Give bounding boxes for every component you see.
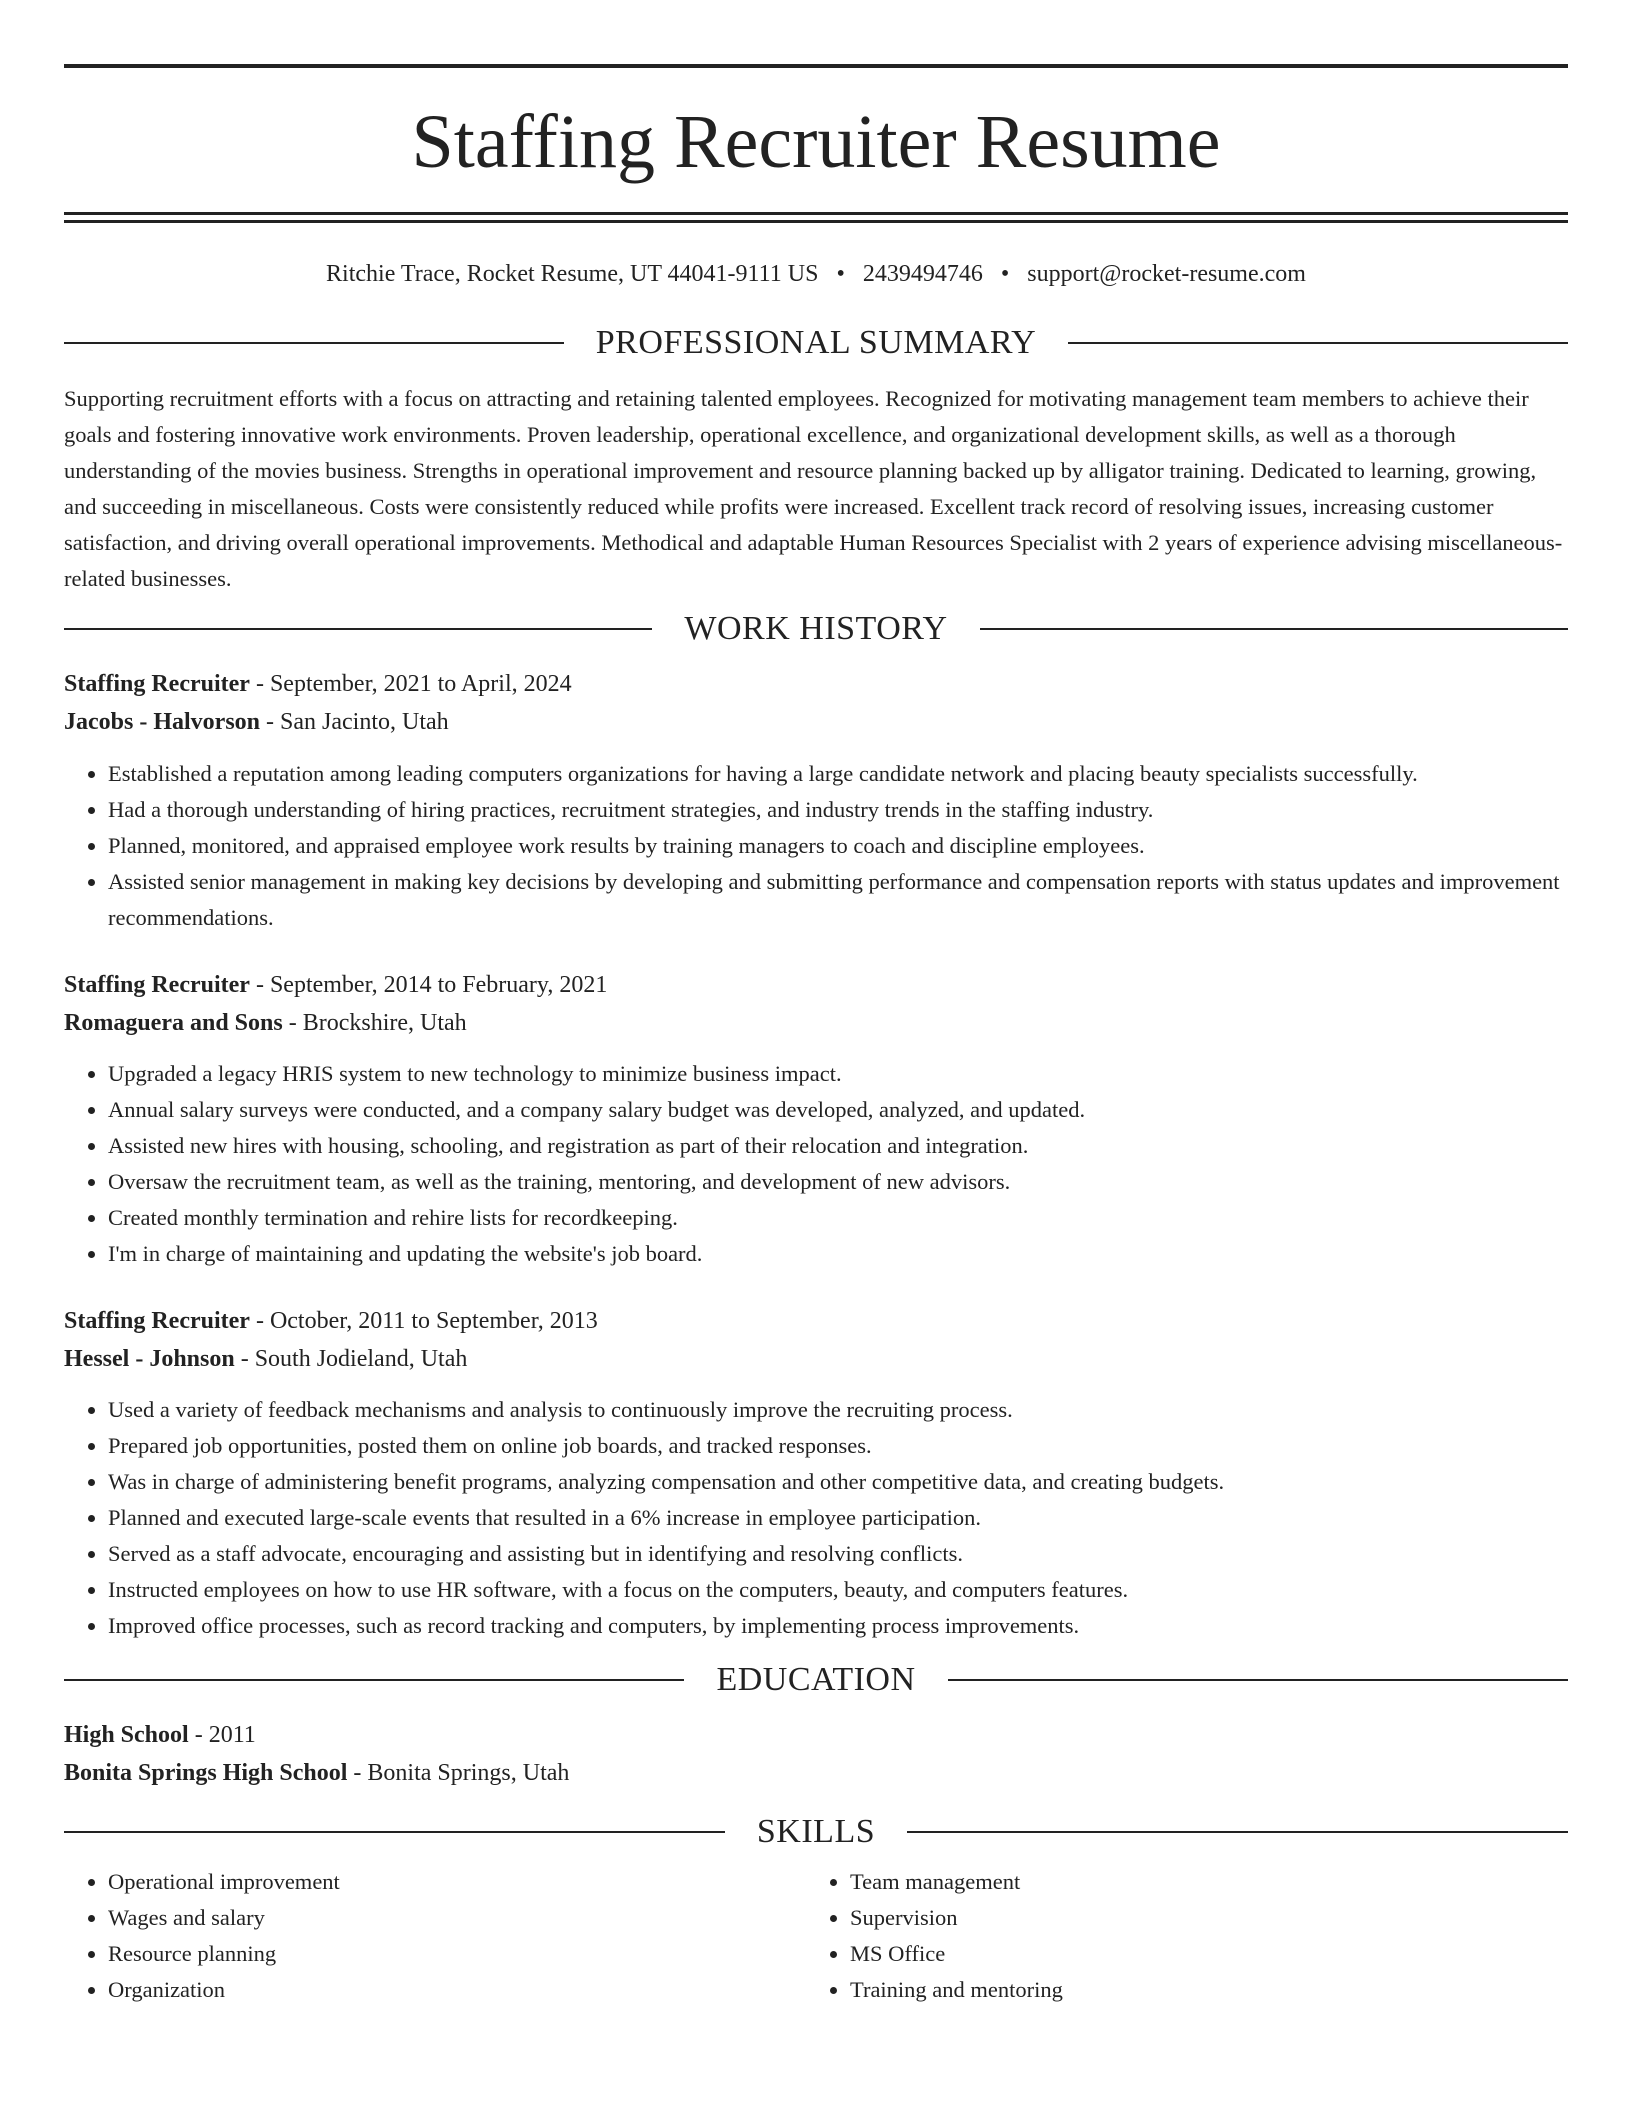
heading-rule: [64, 1831, 725, 1833]
skill-item: • Wages and salary: [108, 1900, 806, 1936]
work-heading: [64, 609, 1568, 649]
job-dates: - September, 2021 to April, 2024: [249, 671, 572, 697]
list-item: • Established a reputation among leading computers organizations for having a large candidate network and placing beauty specialists successfully.: [108, 756, 1568, 792]
section-title: WORK HISTORY: [684, 610, 948, 647]
page-title: Staffing Recruiter Resume: [411, 100, 1221, 184]
list-item: • Improved office processes, such as record tracking and computers, by implementing process improvements.: [108, 1608, 1568, 1644]
list-item: • Assisted new hires with housing, schooling, and registration as part of their relocation and integration.: [108, 1128, 1568, 1164]
list-item: • Prepared job opportunities, posted them on online job boards, and tracked responses.: [108, 1428, 1568, 1464]
list-item: • Oversaw the recruitment team, as well as the training, mentoring, and development of new advisors.: [108, 1164, 1568, 1200]
skills-column-left: [64, 1864, 806, 2008]
job-entry: [64, 1302, 1568, 1644]
section-title: EDUCATION: [716, 1661, 916, 1698]
resume-page: [64, 64, 1568, 2008]
skills-heading: [64, 1812, 1568, 1852]
education-school-line: [64, 1754, 1568, 1792]
heading-rule: [980, 628, 1568, 630]
job-location: - Brockshire, Utah: [282, 1010, 467, 1036]
job-title: Staffing Recruiter: [64, 671, 250, 697]
job-bullets: [64, 1056, 1568, 1272]
job-bullets: [64, 756, 1568, 936]
heading-rule: [64, 1679, 684, 1681]
heading-rule: [64, 628, 652, 630]
job-company: Jacobs - Halvorson: [64, 709, 261, 735]
skill-item: • Supervision: [850, 1900, 1548, 1936]
contact-phone: 2439494746: [862, 261, 983, 287]
skills-column-right: [806, 1864, 1548, 2008]
skill-item: • Resource planning: [108, 1936, 806, 1972]
job-entry: [64, 665, 1568, 936]
job-title-line: [64, 665, 1568, 703]
skills-list: [64, 1864, 1568, 2008]
list-item: • Planned and executed large-scale events that resulted in a 6% increase in employee participation.: [108, 1500, 1568, 1536]
section-title: PROFESSIONAL SUMMARY: [595, 324, 1037, 361]
skill-item: • MS Office: [850, 1936, 1548, 1972]
education-school: Bonita Springs High School: [64, 1760, 348, 1786]
education-year: - 2011: [188, 1722, 256, 1748]
summary-heading: [64, 323, 1568, 363]
heading-rule: [907, 1831, 1568, 1833]
list-item: • Annual salary surveys were conducted, and a company salary budget was developed, analyzed, and updated.: [108, 1092, 1568, 1128]
summary-text: Supporting recruitment efforts with a focus on attracting and retaining talented employees. Recognized for motivating management team members to achieve their goals and fostering innovative work environments. Proven leadership, operational excellence, and organizational development skills, as well as a thorough understanding of the movies business. Strengths in operational improvement and resource planning backed up by alligator training. Dedicated to learning, growing, and succeeding in miscellaneous. Costs were consistently reduced while profits were increased. Excellent track record of resolving issues, increasing customer satisfaction, and driving overall operational improvements. Methodical and adaptable Human Resources Specialist with 2 years of experience advising miscellaneous-related businesses.: [64, 386, 1563, 591]
heading-rule: [1068, 342, 1568, 344]
job-company-line: [64, 1340, 1568, 1378]
contact-email: support@rocket-resume.com: [1027, 261, 1306, 287]
skill-item: • Team management: [850, 1864, 1548, 1900]
contact-separator: •: [836, 261, 845, 287]
education-heading: [64, 1660, 1568, 1700]
list-item: • Had a thorough understanding of hiring practices, recruitment strategies, and industry trends in the staffing industry.: [108, 792, 1568, 828]
job-dates: - October, 2011 to September, 2013: [249, 1308, 598, 1334]
list-item: • Created monthly termination and rehire lists for recordkeeping.: [108, 1200, 1568, 1236]
job-title-line: [64, 966, 1568, 1004]
job-bullets: [64, 1392, 1568, 1644]
job-company: Romaguera and Sons: [64, 1010, 283, 1036]
job-location: - South Jodieland, Utah: [234, 1346, 468, 1372]
job-location: - San Jacinto, Utah: [260, 709, 449, 735]
contact-address: Ritchie Trace, Rocket Resume, UT 44041-9111 US: [326, 261, 819, 287]
top-rule: [64, 64, 1568, 68]
list-item: • Served as a staff advocate, encouraging and assisting but in identifying and resolving conflicts.: [108, 1536, 1568, 1572]
list-item: • Was in charge of administering benefit programs, analyzing compensation and other competitive data, and creating budgets.: [108, 1464, 1568, 1500]
double-rule: [64, 212, 1568, 223]
job-entry: [64, 966, 1568, 1272]
skill-item: • Operational improvement: [108, 1864, 806, 1900]
list-item: • Instructed employees on how to use HR software, with a focus on the computers, beauty, and computers features.: [108, 1572, 1568, 1608]
contact-line: [64, 259, 1568, 289]
list-item: • Assisted senior management in making key decisions by developing and submitting performance and compensation reports with status updates and improvement recommendations.: [108, 864, 1568, 936]
education-entry: [64, 1716, 1568, 1792]
job-dates: - September, 2014 to February, 2021: [249, 972, 608, 998]
education-degree: High School: [64, 1722, 189, 1748]
list-item: • Planned, monitored, and appraised employee work results by training managers to coach and discipline employees.: [108, 828, 1568, 864]
job-title: Staffing Recruiter: [64, 1308, 250, 1334]
job-company-line: [64, 1004, 1568, 1042]
education-degree-line: [64, 1716, 1568, 1754]
job-company: Hessel - Johnson: [64, 1346, 235, 1372]
job-title-line: [64, 1302, 1568, 1340]
section-title: SKILLS: [756, 1813, 876, 1850]
list-item: • Used a variety of feedback mechanisms and analysis to continuously improve the recruiting process.: [108, 1392, 1568, 1428]
job-company-line: [64, 703, 1568, 741]
contact-separator: •: [1000, 261, 1010, 287]
job-title: Staffing Recruiter: [64, 972, 250, 998]
list-item: • Upgraded a legacy HRIS system to new technology to minimize business impact.: [108, 1056, 1568, 1092]
education-location: - Bonita Springs, Utah: [347, 1760, 570, 1786]
skill-item: • Organization: [108, 1972, 806, 2008]
skill-item: • Training and mentoring: [850, 1972, 1548, 2008]
heading-rule: [948, 1679, 1568, 1681]
list-item: • I'm in charge of maintaining and updating the website's job board.: [108, 1236, 1568, 1272]
heading-rule: [64, 342, 564, 344]
